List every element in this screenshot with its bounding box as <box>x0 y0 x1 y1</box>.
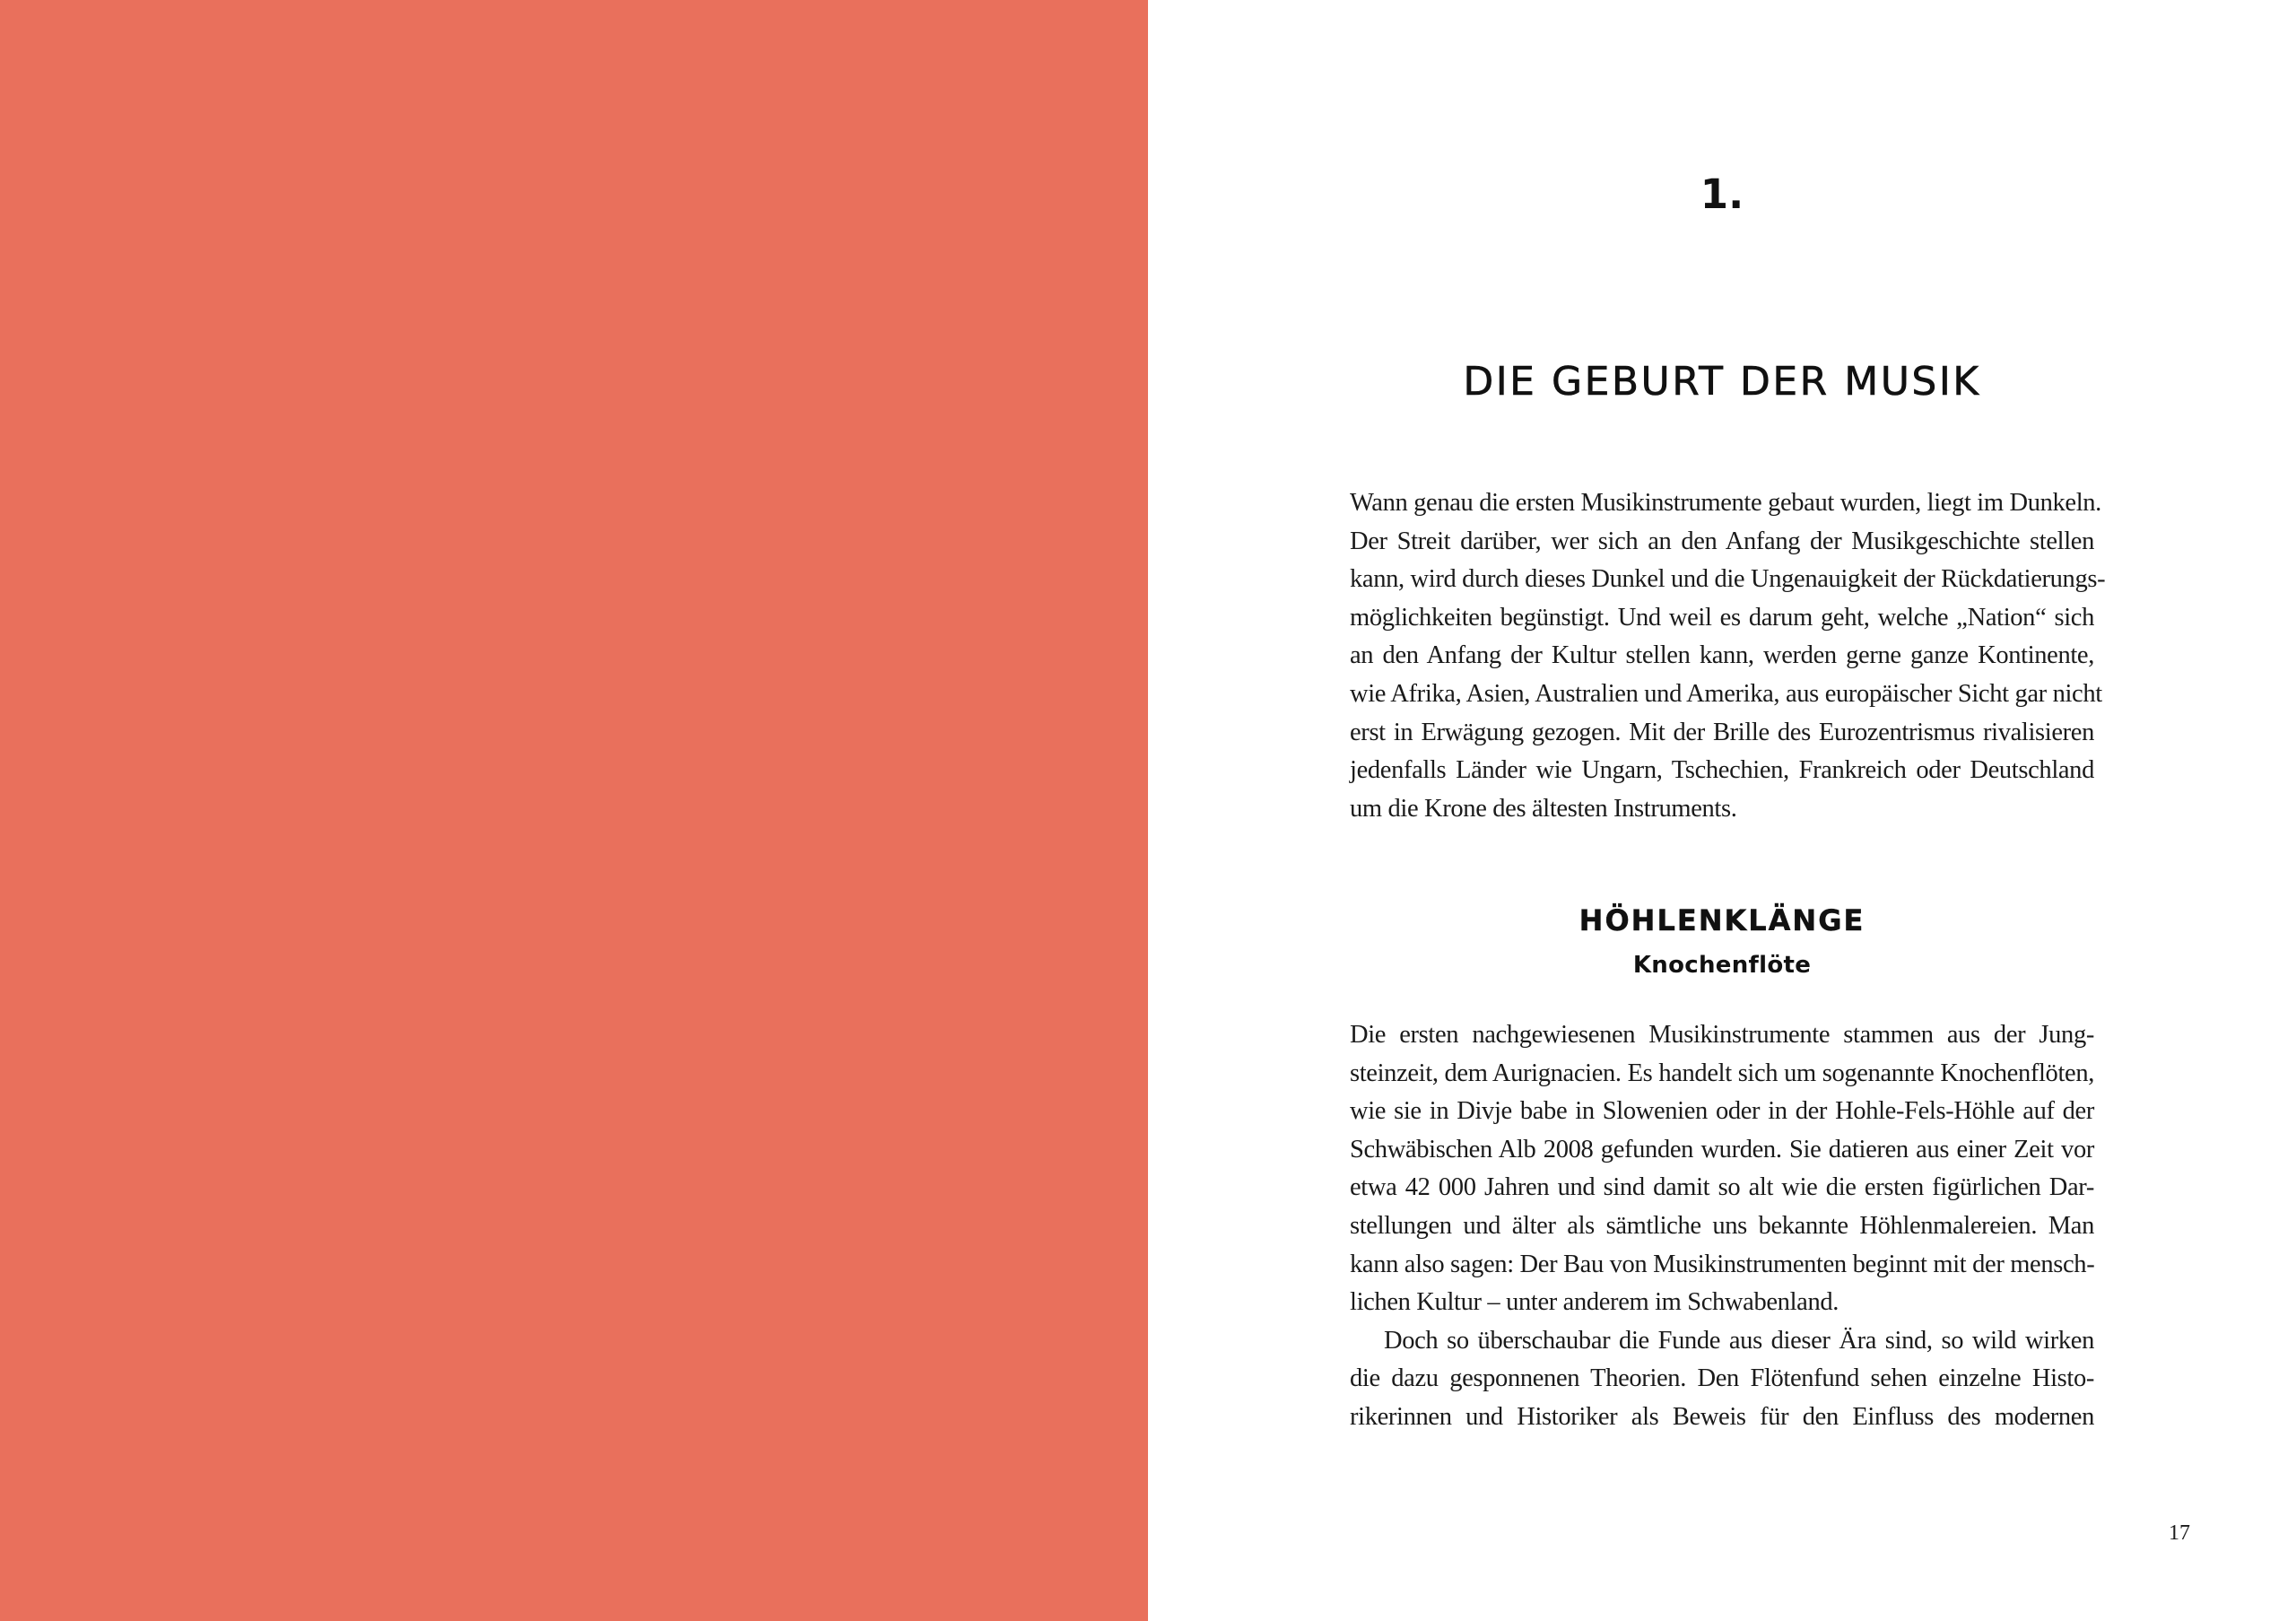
text-line: wie Afrika, Asien, Australien und Amerika, aus europäischer Sicht gar nicht <box>1350 679 2102 708</box>
text-line: erst in Erwägung gezogen. Mit der Brille des Eurozentrismus rivalisieren <box>1350 718 2094 746</box>
text-line: lichen Kultur – unter anderem im Schwabenland. <box>1350 1288 1839 1317</box>
text-line: die dazu gesponnenen Theorien. Den Flötenfund sehen einzelne Histo- <box>1350 1364 2094 1393</box>
text-line: um die Krone des ältesten Instruments. <box>1350 794 1737 823</box>
section-heading: HÖHLENKLÄNGE <box>1578 903 1866 937</box>
text-line: etwa 42 000 Jahren und sind damit so alt wie die ersten figürlichen Dar- <box>1350 1173 2094 1202</box>
section-body <box>1350 1016 2094 1437</box>
text-line: rikerinnen und Historiker als Beweis für den Einfluss des modernen <box>1350 1402 2094 1431</box>
chapter-title: DIE GEBURT DER MUSIK <box>1463 359 1981 405</box>
text-line: möglichkeiten begünstigt. Und weil es darum geht, welche „Nation“ sich <box>1350 603 2094 632</box>
chapter-number: 1. <box>1700 170 1744 218</box>
text-line: Wann genau die ersten Musikinstrumente gebaut wurden, liegt im Dunkeln. <box>1350 489 2101 517</box>
text-line: jedenfalls Länder wie Ungarn, Tschechien, Frankreich oder Deutschland <box>1350 756 2094 785</box>
text-line: an den Anfang der Kultur stellen kann, werden gerne ganze Kontinente, <box>1350 641 2094 670</box>
page-number: 17 <box>2169 1521 2190 1545</box>
intro-paragraph <box>1350 484 2106 828</box>
text-line: Doch so überschaubar die Funde aus dieser Ära sind, so wild wirken <box>1384 1326 2094 1355</box>
text-line: steinzeit, dem Aurignacien. Es handelt sich um sogenannte Knochenflöten, <box>1350 1059 2094 1087</box>
text-line: kann also sagen: Der Bau von Musikinstrumenten beginnt mit der mensch- <box>1350 1250 2095 1278</box>
text-line: kann, wird durch dieses Dunkel und die Ungenauigkeit der Rückdatierungs- <box>1350 565 2106 594</box>
section-subheading: Knochenflöte <box>1632 952 1812 979</box>
text-line: stellungen und älter als sämtliche uns bekannte Höhlenmalereien. Man <box>1350 1211 2094 1240</box>
text-line: Schwäbischen Alb 2008 gefunden wurden. Sie datieren aus einer Zeit vor <box>1350 1135 2094 1163</box>
text-line: Der Streit darüber, wer sich an den Anfang der Musikgeschichte stellen <box>1350 527 2094 555</box>
text-line: wie sie in Divje babe in Slowenien oder in der Hohle-Fels-Höhle auf der <box>1350 1097 2094 1126</box>
text-line: Die ersten nachgewiesenen Musikinstrumente stammen aus der Jung- <box>1350 1021 2094 1049</box>
